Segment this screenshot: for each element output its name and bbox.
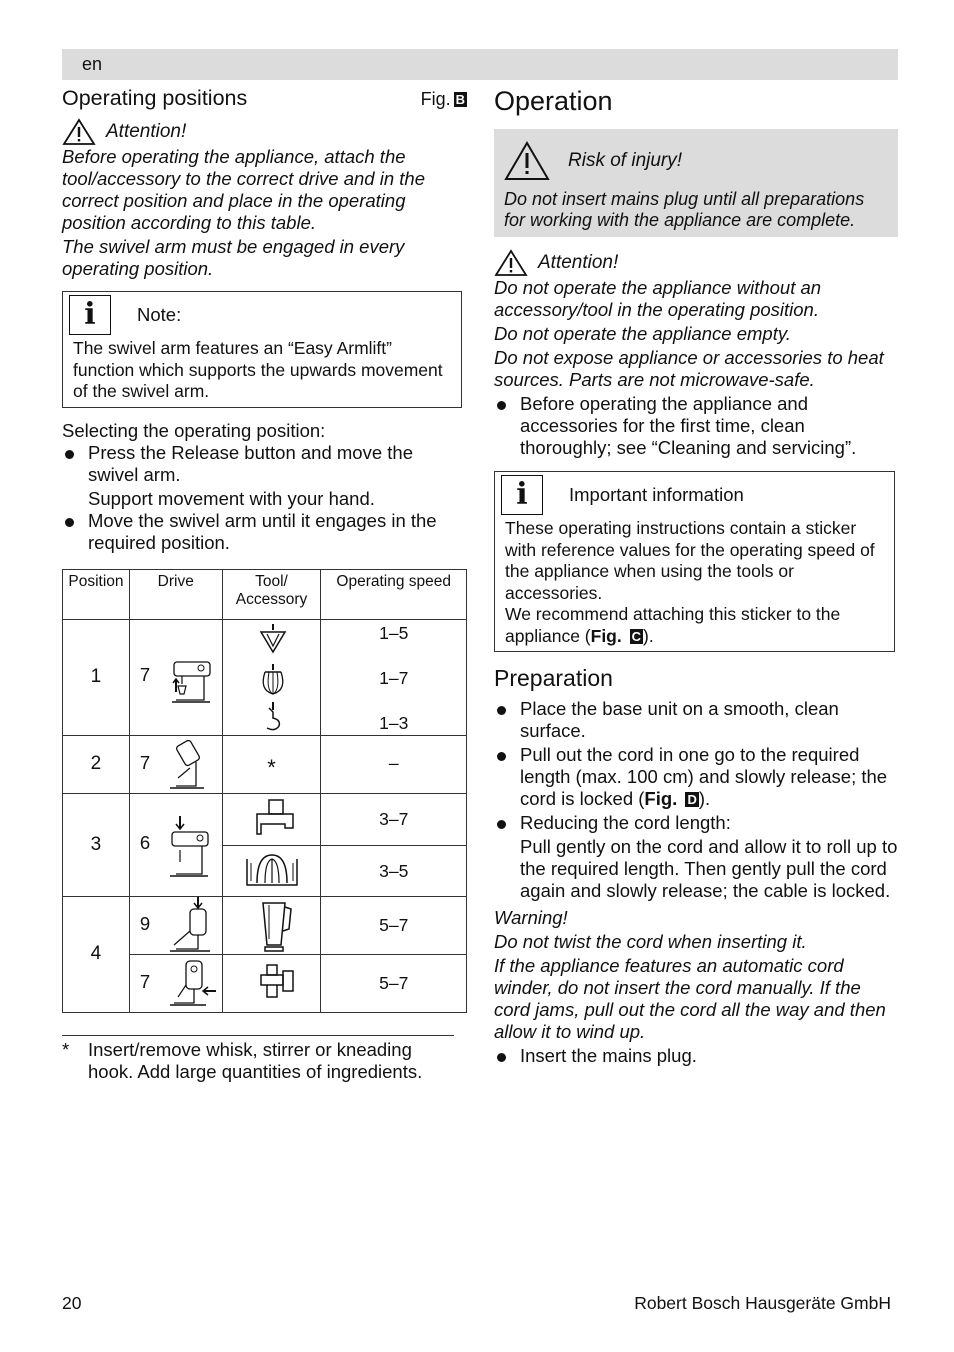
blender-icon	[259, 899, 293, 953]
selecting-heading: Selecting the operating position:	[62, 419, 326, 441]
info-icon: i	[69, 295, 111, 335]
speed-cell: 3–5	[321, 845, 467, 896]
footnote	[62, 1039, 467, 1083]
appliance-top-drive-icon	[166, 814, 216, 884]
speed-value: 1–7	[379, 667, 409, 688]
list-item: Pull out the cord in one go to the required length (max. 100 cm) and slowly release; the cord is locked (Fig. D ).	[494, 744, 898, 810]
risk-heading	[504, 141, 888, 181]
position-cell: 4	[63, 896, 130, 1012]
position-cell: 1	[63, 619, 130, 735]
page-number: 20	[62, 1293, 82, 1313]
drive-number: 9	[139, 912, 151, 934]
cleaning-list	[494, 393, 898, 459]
speed-cell: 5–7	[321, 896, 467, 954]
warning-text-2: If the appliance features an automatic cord winder, do not insert the cord manually. If the cord jams, pull out the cord all the way and then allow it to wind up.	[494, 955, 886, 1042]
attention-text-1: Do not operate the appliance without an accessory/tool in the operating position.	[494, 277, 822, 320]
selecting-list-2	[62, 510, 467, 554]
list-item: Place the base unit on a smooth, clean surface.	[494, 698, 898, 742]
drive-cell	[129, 793, 222, 896]
mains-plug-list	[494, 1045, 898, 1067]
warning-label: Warning!	[494, 907, 568, 928]
tool-cell	[222, 793, 321, 845]
info-text-1: These operating instructions contain a sticker with reference values for the operating speed of the appliance when using the tools or accessories.	[505, 518, 875, 603]
speed-cell: 3–7	[321, 793, 467, 845]
table-row	[63, 619, 467, 735]
warning-text-1: Do not twist the cord when inserting it.	[494, 931, 807, 952]
footnote-marker: *	[62, 1038, 70, 1060]
preparation-list	[494, 698, 898, 834]
attention-text-1: Before operating the appliance, attach the tool/accessory to the correct drive and in the correct position and place in the operating position according to this table.	[62, 146, 425, 233]
language-bar	[62, 49, 898, 80]
operation-heading: Operation	[494, 86, 613, 116]
attention-text-3: Do not expose appliance or accessories to heat sources. Parts are not microwave-safe.	[494, 347, 884, 390]
tool-cell: *	[222, 735, 321, 793]
appliance-front-drive-icon	[166, 957, 220, 1011]
table-row	[63, 896, 467, 954]
right-column	[494, 85, 898, 1067]
tool-cell	[222, 845, 321, 896]
list-item: Before operating the appliance and accessories for the first time, clean thoroughly; see “Cleaning and servicing”.	[494, 393, 898, 459]
note-header	[73, 292, 451, 338]
tool-cell	[222, 954, 321, 1012]
attention-label: Attention!	[538, 252, 619, 273]
important-information-box	[494, 471, 895, 652]
attention-heading	[62, 118, 467, 146]
note-box	[62, 291, 462, 408]
list-item: Reducing the cord length:	[494, 812, 898, 834]
drive-cell	[129, 954, 222, 1012]
info-header	[505, 472, 884, 518]
drive-cell	[129, 619, 222, 735]
table-row	[63, 735, 467, 793]
table-row	[63, 793, 467, 845]
list-item-continuation: Pull gently on the cord and allow it to roll up to the required length. Then gently pull the cord again and slowly release; the cable is locked.	[520, 836, 898, 901]
appliance-raised-icon	[166, 656, 216, 706]
footnote-divider	[62, 1035, 454, 1036]
tool-cell	[222, 896, 321, 954]
left-column	[62, 85, 467, 1083]
appliance-blender-drive-icon	[166, 897, 216, 953]
figure-letter-box: B	[455, 92, 465, 107]
header-speed: Operating speed	[321, 569, 467, 619]
header-tool: Tool/ Accessory	[222, 569, 321, 619]
position-cell: 3	[63, 793, 130, 896]
header-drive: Drive	[129, 569, 222, 619]
note-text: The swivel arm features an “Easy Armlift” function which supports the upwards movement of the swivel arm.	[73, 338, 443, 401]
list-item: Insert the mains plug.	[494, 1045, 898, 1067]
drive-number: 7	[139, 970, 151, 992]
note-title: Note:	[137, 304, 182, 325]
speed-cell: –	[321, 735, 467, 793]
figure-letter-box: D	[687, 792, 697, 807]
operating-positions-table	[62, 569, 467, 1013]
speed-value: 1–3	[379, 712, 409, 733]
tool-cell	[222, 619, 321, 735]
drive-cell	[129, 896, 222, 954]
selecting-list	[62, 442, 467, 486]
figure-reference: Fig. B	[420, 89, 465, 109]
header-position: Position	[63, 569, 130, 619]
drive-number: 6	[139, 831, 151, 853]
speed-cell: 5–7	[321, 954, 467, 1012]
speed-value: 1–5	[379, 622, 409, 643]
position-cell: 2	[63, 735, 130, 793]
figure-letter-box: C	[631, 628, 641, 644]
whisk-icon	[257, 662, 289, 696]
citrus-press-icon	[243, 851, 301, 891]
attention-label: Attention!	[106, 121, 187, 142]
drive-number: 7	[139, 751, 151, 773]
info-title: Important information	[569, 484, 744, 505]
meat-mincer-icon	[255, 963, 297, 1003]
risk-text: Do not insert mains plug until all preparations for working with the appliance are complete.	[504, 189, 865, 230]
language-code: en	[82, 54, 103, 74]
warning-triangle-icon	[494, 249, 528, 277]
company-name: Robert Bosch Hausgeräte GmbH	[634, 1293, 891, 1313]
warning-triangle-icon	[504, 141, 550, 181]
list-item-continuation: Support movement with your hand.	[88, 487, 375, 509]
drive-cell	[129, 735, 222, 793]
footnote-text: Insert/remove whisk, stirrer or kneading hook. Add large quantities of ingredients.	[88, 1038, 423, 1082]
shredder-icon	[251, 798, 295, 840]
preparation-heading: Preparation	[494, 665, 613, 691]
info-text-2: We recommend attaching this sticker to the appliance (Fig. C ).	[505, 604, 841, 646]
risk-label: Risk of injury!	[568, 150, 683, 171]
attention-heading	[494, 249, 898, 277]
operating-positions-heading: Operating positions	[62, 86, 248, 110]
info-icon: i	[501, 475, 543, 515]
kneading-hook-icon	[257, 700, 289, 734]
table-header-row	[63, 569, 467, 619]
attention-text-2: The swivel arm must be engaged in every operating position.	[62, 236, 405, 279]
risk-of-injury-box	[494, 129, 898, 237]
list-item: Press the Release button and move the swivel arm.	[62, 442, 467, 486]
stirrer-icon	[257, 622, 289, 654]
drive-number: 7	[139, 663, 151, 685]
attention-text-2: Do not operate the appliance empty.	[494, 323, 791, 344]
speed-cell	[321, 619, 467, 735]
operating-positions-header	[62, 85, 467, 113]
list-item: Move the swivel arm until it engages in the required position.	[62, 510, 467, 554]
warning-triangle-icon	[62, 118, 96, 146]
appliance-tilted-icon	[166, 738, 216, 792]
